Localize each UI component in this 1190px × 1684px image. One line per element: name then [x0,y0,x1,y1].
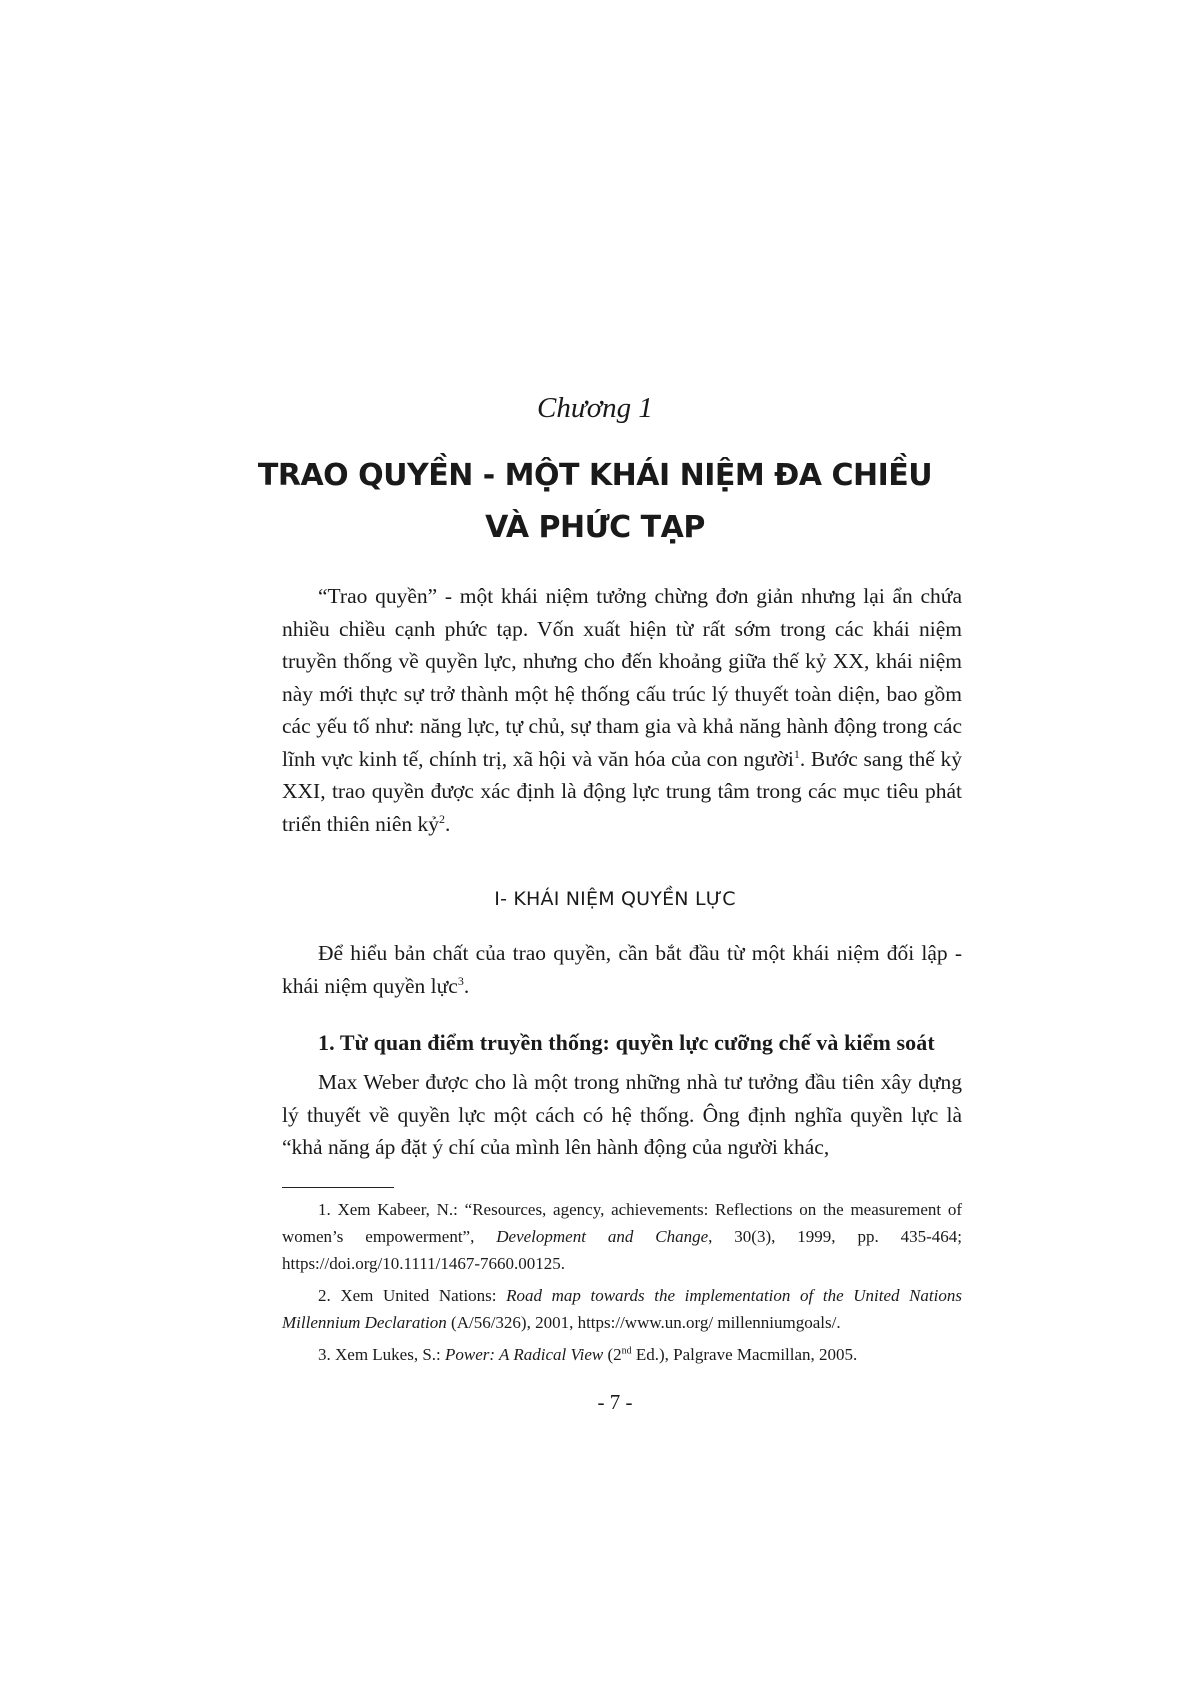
footnote-1-title: Development and Change [496,1227,709,1246]
section-paragraph-text: Để hiểu bản chất của trao quyền, cần bắt đầu từ một khái niệm đối lập - khái niệm quyền lực [282,941,962,998]
footnote-ref-2[interactable]: 2 [439,811,446,826]
footnote-3-title: Power: A Radical View [445,1345,604,1364]
footnote-2-title: Road map towards the implementation of the United Nations Millennium Declaration [282,1286,962,1332]
footnote-2-source: (A/56/326), 2001, https://www.un.org/ millenniumgoals/. [446,1313,841,1332]
section-paragraph [282,937,962,1002]
footnote-2 [282,1282,962,1336]
subsection-paragraph-text: Max Weber được cho là một trong những nhà tư tưởng đầu tiên xây dựng lý thuyết về quyền lực một cách có hệ thống. Ông định nghĩa quyền lực là “khả năng áp đặt ý chí của mình lên hành động của người khác, [282,1070,962,1159]
footnotes [282,1196,962,1373]
chapter-title-line-1: TRAO QUYỀN - MỘT KHÁI NIỆM ĐA CHIỀU [257,458,933,493]
intro-paragraph [282,580,962,840]
intro-text-cont: . Bước sang thế kỷ XXI, trao quyền được xác định là động lực trung tâm trong các mục tiêu phát triển thiên niên kỷ [282,746,962,836]
footnote-2-text: 2. Xem United Nations: [318,1286,507,1305]
intro-text: “Trao quyền” - một khái niệm tưởng chừng đơn giản nhưng lại ẩn chứa nhiều chiều cạnh phức tạp. Vốn xuất hiện từ rất sớm trong các khái niệm truyền thống về quyền lực, nhưng cho đến khoảng giữa thế kỷ XX, khái niệm này mới thực sự trở thành một hệ thống cấu trúc lý thuyết toàn diện, bao gồm các yếu tố như: năng lực, tự chủ, sự tham gia và khả năng hành động trong các lĩnh vực kinh tế, chính trị, xã hội và văn hóa của con người [282,584,962,771]
footnote-3-edition: (2 [603,1345,622,1364]
section-paragraph-end: . [463,973,470,998]
footnote-ref-3[interactable]: 3 [457,973,464,988]
section-heading: I- KHÁI NIỆM QUYỀN LỰC [494,888,736,910]
footnote-3-publisher: Ed.), Palgrave Macmillan, 2005. [631,1345,858,1364]
footnote-3-text: 3. Xem Lukes, S.: [318,1345,446,1364]
footnote-1-text: 1. Xem Kabeer, N.: “Resources, agency, achievements: Reflections on the measurement of women’s empowerment”, [282,1200,962,1246]
subsection-heading: 1. Từ quan điểm truyền thống: quyền lực cưỡng chế và kiểm soát [318,1030,935,1055]
chapter-label: Chương 1 [537,392,653,424]
subsection-paragraph [282,1066,962,1164]
chapter-title-line-2: VÀ PHỨC TẠP [485,510,705,545]
footnote-divider [282,1187,394,1188]
footnote-1-source: , 30(3), 1999, pp. 435-464; https://doi.org/10.1111/1467-7660.00125. [282,1227,962,1273]
chapter-title [0,450,1190,554]
footnote-3 [282,1341,962,1368]
page-number: - 7 - [597,1390,633,1414]
footnote-1 [282,1196,962,1277]
footnote-ref-1[interactable]: 1 [793,746,800,761]
intro-text-end: . [445,811,451,836]
footnote-3-ordinal: nd [621,1345,632,1357]
